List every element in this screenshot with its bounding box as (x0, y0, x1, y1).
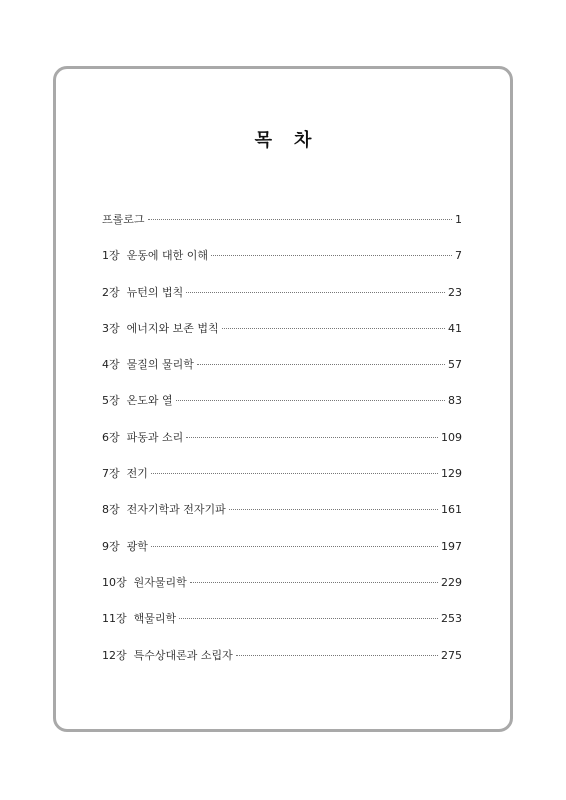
toc-entry-page-number: 129 (441, 467, 462, 481)
toc-entry[interactable] (102, 322, 462, 358)
toc-dot-leader (197, 364, 445, 365)
toc-entry[interactable] (102, 649, 462, 685)
toc-entry[interactable] (102, 467, 462, 503)
toc-entry[interactable] (102, 503, 462, 539)
title-char-2: 차 (294, 130, 312, 151)
toc-dot-leader (151, 473, 438, 474)
toc-dot-leader (176, 400, 445, 401)
toc-entry-page-number: 197 (441, 539, 462, 553)
toc-dot-leader (222, 328, 445, 329)
toc-entry[interactable] (102, 394, 462, 430)
toc-entry[interactable] (102, 431, 462, 467)
toc-entry-label: 5장 온도와 열 (102, 394, 173, 408)
toc-entry-page-number: 253 (441, 612, 462, 626)
toc-entry[interactable] (102, 249, 462, 285)
toc-entry-label: 10장 원자물리학 (102, 575, 187, 589)
toc-entry-label: 3장 에너지와 보존 법칙 (102, 321, 219, 335)
toc-entry[interactable] (102, 358, 462, 394)
toc-entry[interactable] (102, 612, 462, 648)
toc-entry-page-number: 41 (448, 321, 462, 335)
toc-entry-label: 7장 전기 (102, 467, 148, 481)
toc-entry[interactable] (102, 286, 462, 322)
toc-entry-label: 6장 파동과 소리 (102, 430, 184, 444)
toc-dot-leader (151, 546, 438, 547)
title-char-1: 목 (254, 130, 272, 151)
toc-entry-page-number: 83 (448, 394, 462, 408)
toc-dot-leader (190, 582, 438, 583)
toc-entry-label: 4장 물질의 물리학 (102, 358, 194, 372)
toc-entry-page-number: 275 (441, 648, 462, 662)
page-title (0, 126, 566, 152)
toc-entry[interactable] (102, 540, 462, 576)
toc-entry-label: 11장 핵물리학 (102, 612, 177, 626)
toc-entry-page-number: 109 (441, 430, 462, 444)
toc-dot-leader (211, 255, 452, 256)
toc-entry-page-number: 23 (448, 285, 462, 299)
toc-dot-leader (236, 655, 438, 656)
toc-dot-leader (186, 437, 438, 438)
toc-entry[interactable] (102, 576, 462, 612)
toc-entry-page-number: 1 (455, 213, 462, 226)
toc-dot-leader (186, 292, 445, 293)
toc-entry-label: 9장 광학 (102, 539, 148, 553)
toc-entry-page-number: 161 (441, 503, 462, 517)
toc-entry-label: 2장 뉴턴의 법칙 (102, 285, 184, 299)
toc-entry-page-number: 229 (441, 575, 462, 589)
toc-entry-page-number: 7 (455, 249, 462, 263)
toc-entry-label: 12장 특수상대론과 소립자 (102, 648, 233, 662)
toc-dot-leader (229, 509, 438, 510)
toc-dot-leader (148, 219, 452, 220)
toc-entry[interactable] (102, 213, 462, 249)
toc-entry-label: 8장 전자기학과 전자기파 (102, 503, 226, 517)
toc-entry-label: 프롤로그 (102, 213, 145, 226)
table-of-contents (102, 213, 462, 685)
toc-entry-page-number: 57 (448, 358, 462, 372)
toc-entry-label: 1장 운동에 대한 이해 (102, 249, 208, 263)
toc-dot-leader (179, 618, 438, 619)
